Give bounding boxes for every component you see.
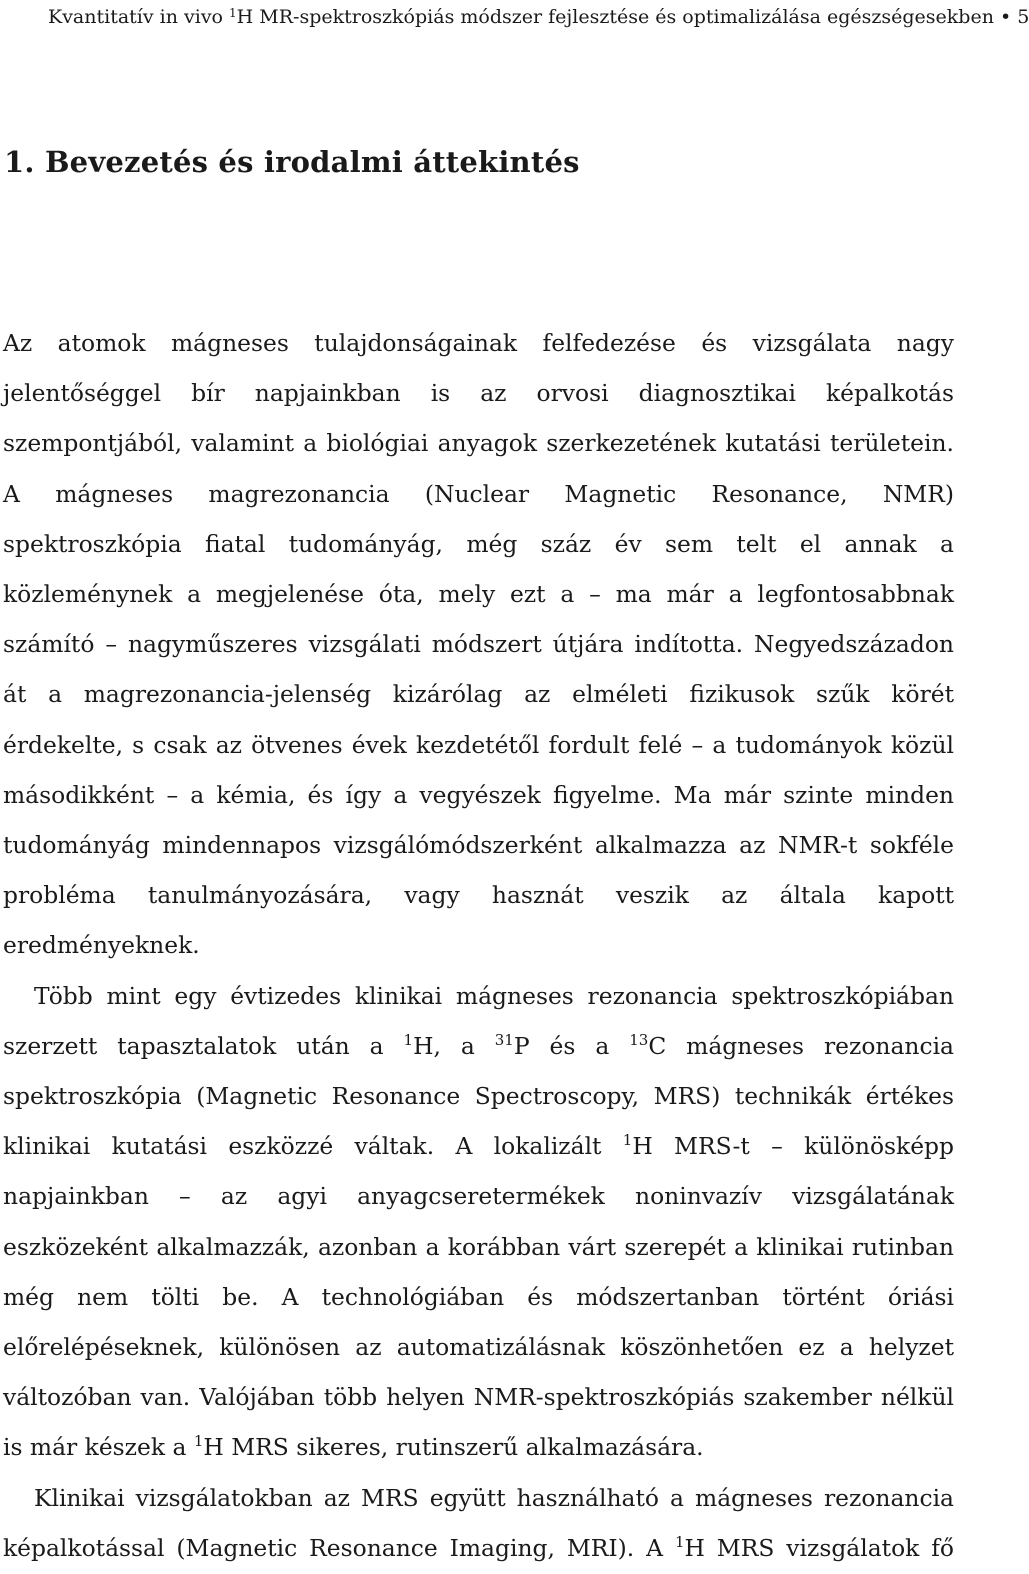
running-header [48,0,1029,30]
header-bullet: • [999,6,1012,28]
body-text [3,318,954,1573]
chapter-title: 1. Bevezetés és irodalmi áttekintés [4,145,580,179]
paragraph-3: Klinikai vizsgálatokban az MRS együtt használható a mágneses rezonancia képalkotással (Magnetic Resonance Imaging, MRI). A $^1$H MRS vizsgálatok fő [3,1483,954,1562]
page-number: 5 [1017,6,1029,28]
paragraph-2: Több mint egy évtizedes klinikai mágneses rezonancia spektroszkópiában szerzett tapasztalatok után a $^1$H, a $^{31}$P és a $^{13}$C mágneses rezonancia spektroszkópia (Magnetic Resonance Spectroscopy, MRS) technikák értékes klinikai kutatási eszközzé váltak. A lokalizált $^1$H MRS-t – különösképp napjainkban – az agyi anyagcseretermékek noninvazív vizsgálatának eszközeként alkalmazzák, azonban a korábban várt szerepét a klinikai rutinban még nem tölti be. A technológiában és módszertanban történt óriási előrelépéseknek, különösen az automatizálásnak köszönhetően ez a helyzet változóban van. Valójában több helyen NMR-spektroszkópiás szakember nélkül is már készek a $^1$H MRS sikeres, rutinszerű alkalmazására. [3,981,955,1462]
paragraph-1: Az atomok mágneses tulajdonságainak felfedezése és vizsgálata nagy jelentőséggel bír napjainkban is az orvosi diagnosztikai képalkotás szempontjából, valamint a biológiai anyagok szerkezetének kutatási területein. A mágneses magrezonancia (Nuclear Magnetic Resonance, NMR) spektroszkópia fiatal tudományág, még száz év sem telt el annak a közleménynek a megjelenése óta, mely ezt a – ma már a legfontosabbnak számító – nagyműszeres vizsgálati módszert útjára indította. Negyedszázadon át a magrezonancia-jelenség kizárólag az elméleti fizikusok szűk körét érdekelte, s csak az ötvenes évek kezdetétől fordult felé – a tudományok közül másodikként – a kémia, és így a vegyészek figyelme. Ma már szinte minden tudományág mindennapos vizsgálómódszerként alkalmazza az NMR-t sokféle probléma tanulmányozására, vagy hasznát veszik az általa kapott eredményeknek. [3,329,954,960]
running-title: Kvantitatív in vivo $^1$H MR-spektroszkópiás módszer fejlesztése és optimalizálása egészségesekben [48,6,994,28]
